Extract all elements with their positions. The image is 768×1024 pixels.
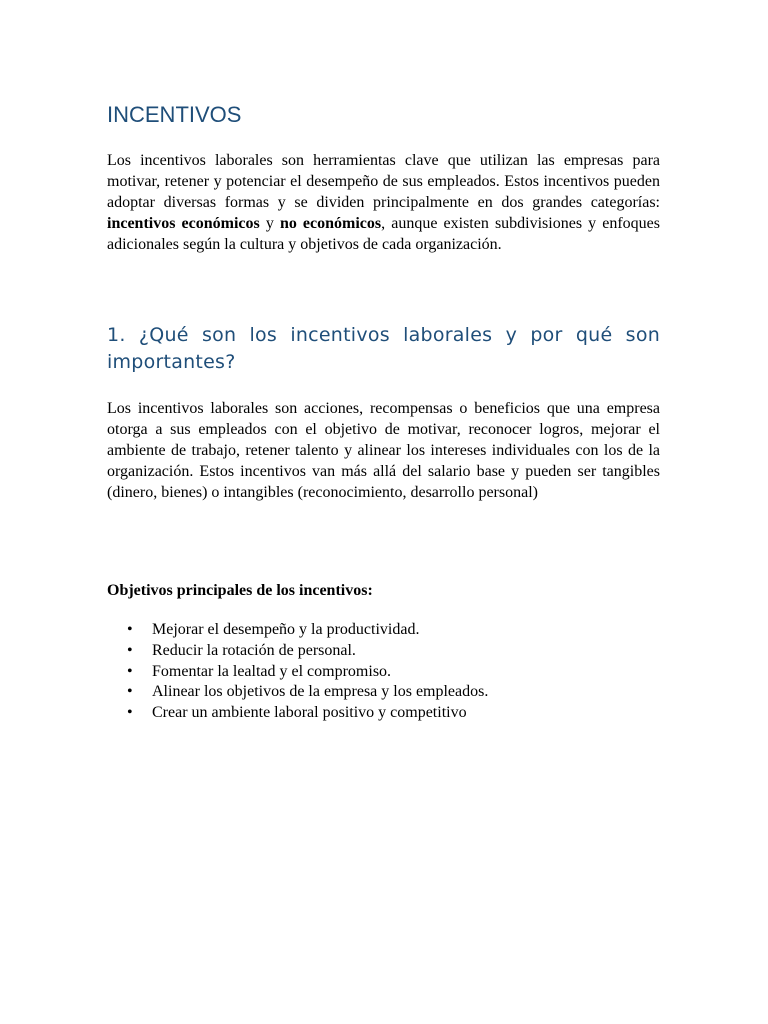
bullet-icon: • (127, 621, 133, 638)
list-item-text: Mejorar el desempeño y la productividad. (152, 621, 420, 638)
objectives-list (107, 620, 488, 724)
list-item (107, 682, 488, 703)
list-item (107, 662, 488, 683)
bullet-icon: • (127, 641, 133, 659)
document-title: INCENTIVOS (107, 102, 242, 127)
intro-text-3: , aunque existen subdivisiones y enfoques adicionales según la cultura y objetivos de cada organización. (107, 214, 660, 253)
intro-text-2: y (259, 214, 280, 232)
list-item-text: Alinear los objetivos de la empresa y los empleados. (152, 683, 489, 701)
list-item-text: Crear un ambiente laboral positivo y competitivo (152, 704, 467, 722)
list-item (107, 703, 488, 724)
bullet-icon: • (127, 662, 133, 680)
intro-paragraph (107, 151, 660, 256)
list-item-text: Reducir la rotación de personal. (152, 641, 356, 659)
list-item (107, 641, 488, 662)
section-1-heading: 1. ¿Qué son los incentivos laborales y por qué son importantes? (107, 324, 660, 373)
intro-bold-economic: incentivos económicos (107, 214, 260, 232)
section-1-paragraph: Los incentivos laborales son acciones, recompensas o beneficios que una empresa otorga a sus empleados con el objetivo de motivar, reconocer logros, mejorar el ambiente de trabajo, retener talento y alinear los intereses individuales con los de la organización. Estos incentivos van más allá del salario base y pueden ser tangibles (dinero, bienes) o intangibles (reconocimiento, desarrollo personal) (107, 400, 660, 501)
list-item-text: Fomentar la lealtad y el compromiso. (152, 662, 392, 680)
bullet-icon: • (127, 683, 133, 701)
intro-bold-non-economic: no económicos (279, 214, 382, 232)
list-item (107, 620, 488, 641)
objectives-heading: Objetivos principales de los incentivos: (107, 582, 373, 599)
intro-text-1: Los incentivos laborales son herramientas clave que utilizan las empresas para motivar, retener y potenciar el desempeño de sus empleados. Estos incentivos pueden adoptar diversas formas y se dividen principalmente en dos grandes categorías: (107, 152, 660, 211)
bullet-icon: • (127, 704, 133, 722)
